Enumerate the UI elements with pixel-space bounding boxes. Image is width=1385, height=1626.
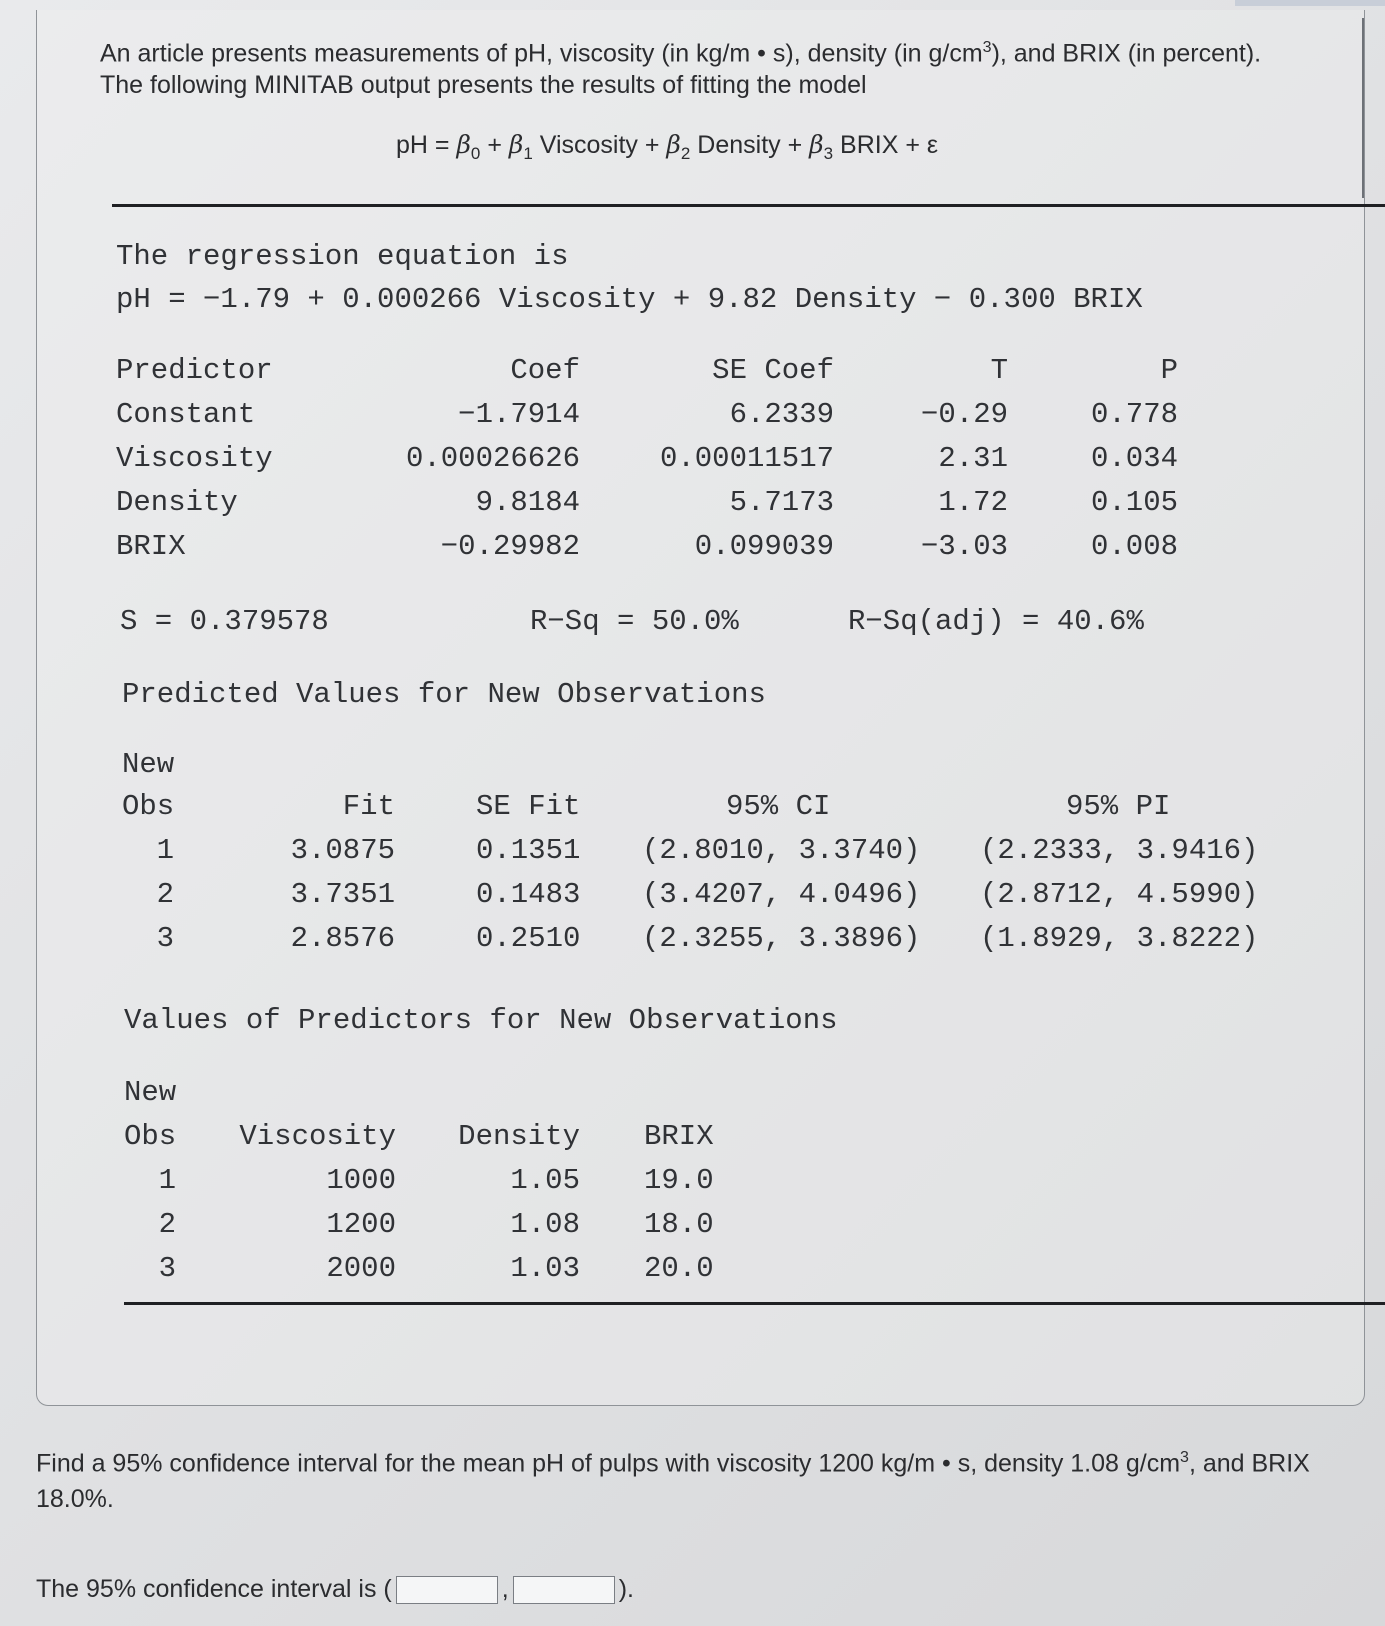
sub-1: 1 xyxy=(523,144,533,163)
val-header-brix: BRIX xyxy=(644,1120,714,1153)
beta-0: β xyxy=(456,130,471,159)
top-accent-bar xyxy=(1235,0,1385,6)
term-brix: BRIX + ε xyxy=(833,131,939,159)
pred-header-ci: 95% CI xyxy=(726,790,831,823)
coef-cell: 0.034 xyxy=(1090,442,1178,475)
val-header-new: New xyxy=(124,1076,177,1109)
pred-header-pi: 95% PI xyxy=(1066,790,1171,823)
question-end: , and BRIX 18.0%. xyxy=(36,1449,1310,1514)
val-cell: 1000 xyxy=(326,1164,396,1197)
coef-cell: −0.29 xyxy=(920,398,1008,431)
answer-prefix: The 95% confidence interval is ( xyxy=(36,1575,392,1603)
plus-1: + xyxy=(480,131,509,159)
coef-cell: 0.105 xyxy=(1090,486,1178,519)
coef-cell: 2.31 xyxy=(938,442,1008,475)
answer-suffix: ). xyxy=(618,1575,634,1603)
coef-cell: 5.7173 xyxy=(729,486,834,519)
pred-cell: 3.7351 xyxy=(290,878,395,911)
term-density: Density + xyxy=(690,131,810,159)
pred-cell: 3.0875 xyxy=(290,834,395,867)
intro-text: An article presents measurements of pH, viscosity (in kg/m • s), density (in g/cm xyxy=(100,39,983,68)
coef-header-coef: Coef xyxy=(510,354,580,387)
coef-header-t: T xyxy=(990,354,1008,387)
regression-equation: pH = −1.79 + 0.000266 Viscosity + 9.82 Density − 0.300 BRIX xyxy=(116,283,1143,316)
beta-1: β xyxy=(508,130,524,159)
ci-lower-input[interactable] xyxy=(396,1576,498,1604)
pred-cell: 0.1351 xyxy=(476,834,581,867)
r-squared: R−Sq = 50.0% xyxy=(530,605,739,638)
pred-cell: 0.1483 xyxy=(476,878,581,911)
r-squared-adj: R−Sq(adj) = 40.6% xyxy=(848,605,1144,638)
coef-cell: Density xyxy=(116,486,238,519)
coef-cell: −0.29982 xyxy=(440,530,580,563)
pred-cell: 0.2510 xyxy=(476,922,581,955)
coef-cell: −1.7914 xyxy=(458,398,580,431)
beta-3: β xyxy=(809,130,824,159)
output-bottom-rule xyxy=(124,1302,1385,1305)
term-viscosity: Viscosity + xyxy=(532,131,667,159)
answer-row xyxy=(36,1575,634,1604)
pred-header-sefit: SE Fit xyxy=(476,790,581,823)
coef-cell: 0.008 xyxy=(1090,530,1178,563)
question-cubed-sup: 3 xyxy=(1180,1449,1189,1466)
coef-cell: 0.778 xyxy=(1090,398,1178,431)
val-cell: 20.0 xyxy=(644,1252,714,1285)
coef-cell: Constant xyxy=(116,398,256,431)
output-top-rule xyxy=(112,204,1385,207)
problem-intro xyxy=(100,32,1280,101)
val-cell: 18.0 xyxy=(644,1208,714,1241)
val-cell: 2000 xyxy=(326,1252,396,1285)
coef-header-p: P xyxy=(1160,354,1178,387)
coef-cell: −3.03 xyxy=(920,530,1008,563)
cubed-sup: 3 xyxy=(982,39,992,56)
sub-0: 0 xyxy=(470,144,481,163)
pred-cell: (3.4207, 4.0496) xyxy=(642,878,921,911)
predicted-heading: Predicted Values for New Observations xyxy=(122,678,766,711)
regression-heading: The regression equation is xyxy=(116,240,569,273)
pred-header-new: New xyxy=(122,748,175,781)
pred-cell: (2.8712, 4.5990) xyxy=(980,878,1259,911)
pred-cell: (2.3255, 3.3896) xyxy=(642,922,921,955)
pred-cell: 2 xyxy=(156,878,174,911)
question-text xyxy=(36,1440,1376,1517)
question-body: Find a 95% confidence interval for the mean pH of pulps with viscosity 1200 kg/m • s, density 1.08 g/cm xyxy=(36,1449,1181,1478)
coef-header-predictor: Predictor xyxy=(116,354,273,387)
val-cell: 1200 xyxy=(326,1208,396,1241)
coef-cell: Viscosity xyxy=(116,442,273,475)
s-statistic: S = 0.379578 xyxy=(120,605,329,638)
intro-text-end: ), and BRIX (in percent). The following MINITAB output presents the results of fitting the model xyxy=(100,39,1262,100)
beta-2: β xyxy=(666,130,681,159)
val-cell: 1.05 xyxy=(510,1164,580,1197)
pred-cell: 3 xyxy=(156,922,174,955)
sub-2: 2 xyxy=(680,144,691,163)
coef-cell: BRIX xyxy=(116,530,186,563)
answer-separator: , xyxy=(501,1575,509,1603)
model-lhs: pH = xyxy=(396,131,457,159)
coef-cell: 0.00026626 xyxy=(405,442,580,475)
val-cell: 2 xyxy=(158,1208,176,1241)
val-cell: 19.0 xyxy=(644,1164,714,1197)
model-equation xyxy=(396,130,938,164)
val-cell: 3 xyxy=(158,1252,176,1285)
coef-cell: 0.099039 xyxy=(694,530,834,563)
pred-header-fit: Fit xyxy=(342,790,395,823)
coef-cell: 0.00011517 xyxy=(659,442,834,475)
val-cell: 1.03 xyxy=(510,1252,580,1285)
sub-3: 3 xyxy=(823,144,834,163)
val-cell: 1 xyxy=(158,1164,176,1197)
pred-cell: 1 xyxy=(156,834,174,867)
predictors-heading: Values of Predictors for New Observations xyxy=(124,1004,838,1037)
card-edge xyxy=(1362,18,1364,198)
coef-header-secoef: SE Coef xyxy=(712,354,834,387)
pred-cell: (1.8929, 3.8222) xyxy=(980,922,1259,955)
val-header-obs: Obs xyxy=(124,1120,177,1153)
pred-cell: 2.8576 xyxy=(290,922,395,955)
val-header-density: Density xyxy=(458,1120,580,1153)
pred-header-obs: Obs xyxy=(122,790,175,823)
pred-cell: (2.2333, 3.9416) xyxy=(980,834,1259,867)
pred-cell: (2.8010, 3.3740) xyxy=(642,834,921,867)
val-header-viscosity: Viscosity xyxy=(239,1120,396,1153)
coef-cell: 6.2339 xyxy=(729,398,834,431)
val-cell: 1.08 xyxy=(510,1208,580,1241)
coef-cell: 1.72 xyxy=(938,486,1008,519)
ci-upper-input[interactable] xyxy=(513,1576,615,1604)
coef-cell: 9.8184 xyxy=(475,486,580,519)
